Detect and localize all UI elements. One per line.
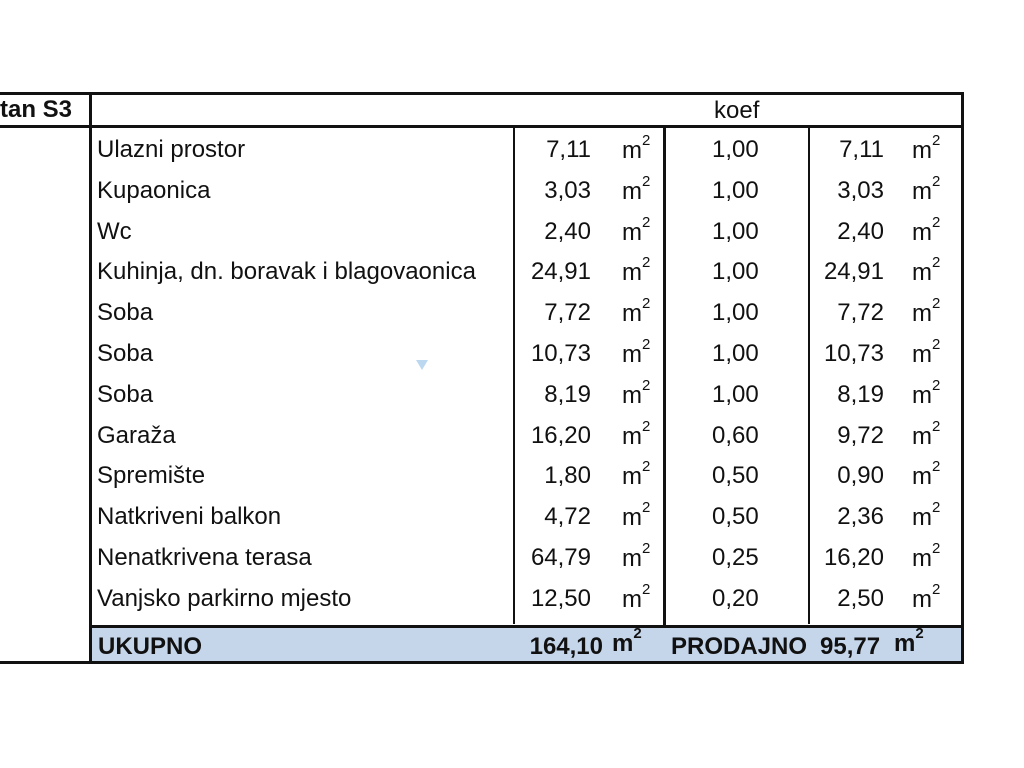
room-coef: 1,00	[712, 380, 759, 408]
area-unit: $m^2$	[622, 254, 651, 287]
watermark-triangle-icon	[416, 360, 428, 370]
net-unit: $m^2$	[912, 335, 941, 368]
room-coef: 1,00	[712, 339, 759, 367]
room-name: Nenatkrivena terasa	[97, 543, 312, 571]
coef-header: koef	[714, 97, 760, 124]
table-row	[92, 172, 961, 213]
room-net-area: 16,20	[823, 543, 884, 571]
table-row	[92, 539, 961, 580]
room-area: 24,91	[530, 258, 591, 286]
totals-row	[92, 625, 961, 661]
area-unit: $m^2$	[622, 458, 651, 491]
total-value: 164,10	[529, 633, 603, 660]
room-net-area: 10,73	[823, 339, 884, 367]
apartment-label-column	[0, 125, 90, 664]
net-unit: $m^2$	[912, 132, 941, 164]
table-row	[92, 213, 961, 254]
area-unit: $m^2$	[622, 376, 651, 409]
net-unit: $m^2$	[912, 172, 941, 205]
room-coef: 0,60	[712, 421, 759, 449]
room-area: 1,80	[544, 462, 591, 490]
sale-label: PRODAJNO	[671, 633, 808, 660]
room-net-area: 7,72	[837, 299, 884, 327]
room-area: 3,03	[544, 176, 591, 204]
room-net-area: 8,19	[837, 380, 884, 408]
area-unit: $m^2$	[622, 295, 651, 328]
table-row	[92, 580, 961, 621]
room-name: Soba	[97, 299, 154, 327]
room-net-area: 9,72	[837, 421, 884, 449]
area-unit: $m^2$	[622, 417, 651, 450]
room-coef: 0,50	[712, 462, 759, 490]
room-area: 10,73	[530, 339, 591, 367]
net-unit: $m^2$	[912, 539, 941, 572]
net-unit: $m^2$	[912, 295, 941, 328]
area-unit: $m^2$	[622, 213, 651, 246]
total-unit: $m^2$	[612, 625, 642, 657]
area-table	[89, 92, 964, 664]
table-body	[92, 131, 961, 621]
net-unit: $m^2$	[912, 417, 941, 450]
sale-unit: $m^2$	[894, 625, 924, 657]
table-row	[92, 457, 961, 498]
room-coef: 1,00	[712, 258, 759, 286]
net-unit: $m^2$	[912, 580, 941, 613]
room-name: Kupaonica	[97, 176, 211, 204]
table-row	[92, 335, 961, 376]
sale-value: 95,77	[820, 633, 881, 660]
room-coef: 1,00	[712, 299, 759, 327]
room-coef: 0,20	[712, 584, 759, 612]
area-unit: $m^2$	[622, 132, 651, 164]
room-name: Ulazni prostor	[97, 136, 246, 163]
room-net-area: 2,36	[837, 503, 884, 531]
table-row	[92, 498, 961, 539]
room-coef: 1,00	[712, 136, 759, 163]
room-name: Natkriveni balkon	[97, 503, 282, 531]
area-unit: $m^2$	[622, 499, 651, 532]
room-net-area: 0,90	[837, 462, 884, 490]
table-row	[92, 131, 961, 172]
net-unit: $m^2$	[912, 376, 941, 409]
room-name: Vanjsko parkirno mjesto	[97, 584, 352, 612]
room-area: 64,79	[530, 543, 591, 571]
area-unit: $m^2$	[622, 539, 651, 572]
room-name: Garaža	[97, 421, 176, 449]
room-net-area: 2,40	[837, 217, 884, 245]
net-unit: $m^2$	[912, 213, 941, 246]
table-row	[92, 294, 961, 335]
room-area: 7,11	[546, 136, 591, 163]
total-label: UKUPNO	[98, 633, 203, 660]
net-unit: $m^2$	[912, 254, 941, 287]
room-coef: 1,00	[712, 217, 759, 245]
room-net-area: 3,03	[837, 176, 884, 204]
room-name: Soba	[97, 339, 154, 367]
table-row	[92, 253, 961, 294]
area-unit: $m^2$	[622, 335, 651, 368]
table-header	[92, 95, 961, 128]
room-area: 12,50	[530, 584, 591, 612]
room-net-area: 7,11	[839, 136, 884, 163]
room-name: Wc	[97, 217, 132, 245]
table-row	[92, 376, 961, 417]
room-area: 7,72	[544, 299, 591, 327]
room-area: 4,72	[544, 503, 591, 531]
net-unit: $m^2$	[912, 499, 941, 532]
table-row	[92, 417, 961, 458]
room-area: 16,20	[530, 421, 591, 449]
room-name: Kuhinja, dn. boravak i blagovaonica	[97, 258, 476, 286]
area-unit: $m^2$	[622, 580, 651, 613]
room-name: Spremište	[97, 462, 206, 490]
room-name: Soba	[97, 380, 154, 408]
room-area: 8,19	[544, 380, 591, 408]
room-net-area: 2,50	[837, 584, 884, 612]
room-coef: 0,25	[712, 543, 759, 571]
apartment-label: tan S3	[0, 92, 90, 128]
room-net-area: 24,91	[823, 258, 884, 286]
net-unit: $m^2$	[912, 458, 941, 491]
room-area: 2,40	[544, 217, 591, 245]
room-coef: 1,00	[712, 176, 759, 204]
area-unit: $m^2$	[622, 172, 651, 205]
room-coef: 0,50	[712, 503, 759, 531]
